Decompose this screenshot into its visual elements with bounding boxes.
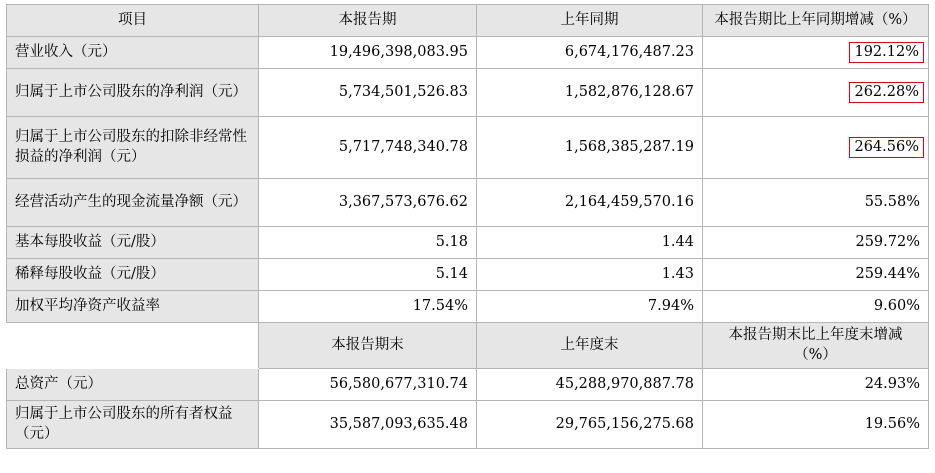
header-item: 项目: [7, 5, 259, 37]
highlight-box: 192.12%: [849, 42, 924, 63]
highlight-box: 264.56%: [849, 137, 924, 158]
table-row: [7, 37, 929, 69]
table-row: [7, 259, 929, 291]
row-current-value: 5.18: [259, 227, 477, 259]
row-change-value: 19.56%: [703, 401, 929, 449]
row-previous-value: 45,288,970,887.78: [477, 369, 703, 401]
subheader-previous-year-end: 上年度末: [477, 323, 703, 369]
row-current-value: 5.14: [259, 259, 477, 291]
table-header-row: [7, 5, 929, 37]
row-label: 归属于上市公司股东的扣除非经常性损益的净利润（元）: [7, 117, 259, 179]
row-current-value: 5,734,501,526.83: [259, 69, 477, 117]
row-label: 归属于上市公司股东的所有者权益（元）: [7, 401, 259, 449]
header-previous-period: 上年同期: [477, 5, 703, 37]
subheader-current-period-end: 本报告期末: [259, 323, 477, 369]
table-row: [7, 117, 929, 179]
row-change-value: 259.44%: [703, 259, 929, 291]
table-row: [7, 179, 929, 227]
row-change-value: 24.93%: [703, 369, 929, 401]
row-current-value: 35,587,093,635.48: [259, 401, 477, 449]
subheader-change-percent: 本报告期末比上年度末增减（%）: [703, 323, 929, 369]
row-label: 总资产（元）: [7, 369, 259, 401]
header-current-period: 本报告期: [259, 5, 477, 37]
highlight-box: 262.28%: [849, 82, 924, 103]
row-change-value: [703, 69, 929, 117]
row-change-value: 9.60%: [703, 291, 929, 323]
table-row: [7, 291, 929, 323]
financial-summary-table: [6, 4, 929, 449]
row-previous-value: 1,582,876,128.67: [477, 69, 703, 117]
row-current-value: 17.54%: [259, 291, 477, 323]
row-label: 经营活动产生的现金流量净额（元）: [7, 179, 259, 227]
row-label: 稀释每股收益（元/股）: [7, 259, 259, 291]
row-current-value: 56,580,677,310.74: [259, 369, 477, 401]
table-row: [7, 227, 929, 259]
table-subheader-row: [7, 323, 929, 369]
row-label: 营业收入（元）: [7, 37, 259, 69]
row-change-value: 259.72%: [703, 227, 929, 259]
row-current-value: 5,717,748,340.78: [259, 117, 477, 179]
row-label: 归属于上市公司股东的净利润（元）: [7, 69, 259, 117]
header-change-percent: 本报告期比上年同期增减（%）: [703, 5, 929, 37]
row-previous-value: 29,765,156,275.68: [477, 401, 703, 449]
row-previous-value: 6,674,176,487.23: [477, 37, 703, 69]
row-change-value: [703, 117, 929, 179]
row-current-value: 19,496,398,083.95: [259, 37, 477, 69]
row-previous-value: 2,164,459,570.16: [477, 179, 703, 227]
row-previous-value: 1,568,385,287.19: [477, 117, 703, 179]
subheader-item-empty: [7, 323, 259, 369]
row-previous-value: 7.94%: [477, 291, 703, 323]
table-row: [7, 369, 929, 401]
row-current-value: 3,367,573,676.62: [259, 179, 477, 227]
table-row: [7, 401, 929, 449]
row-previous-value: 1.43: [477, 259, 703, 291]
row-label: 加权平均净资产收益率: [7, 291, 259, 323]
row-change-value: [703, 37, 929, 69]
row-previous-value: 1.44: [477, 227, 703, 259]
row-label: 基本每股收益（元/股）: [7, 227, 259, 259]
row-change-value: 55.58%: [703, 179, 929, 227]
table-row: [7, 69, 929, 117]
